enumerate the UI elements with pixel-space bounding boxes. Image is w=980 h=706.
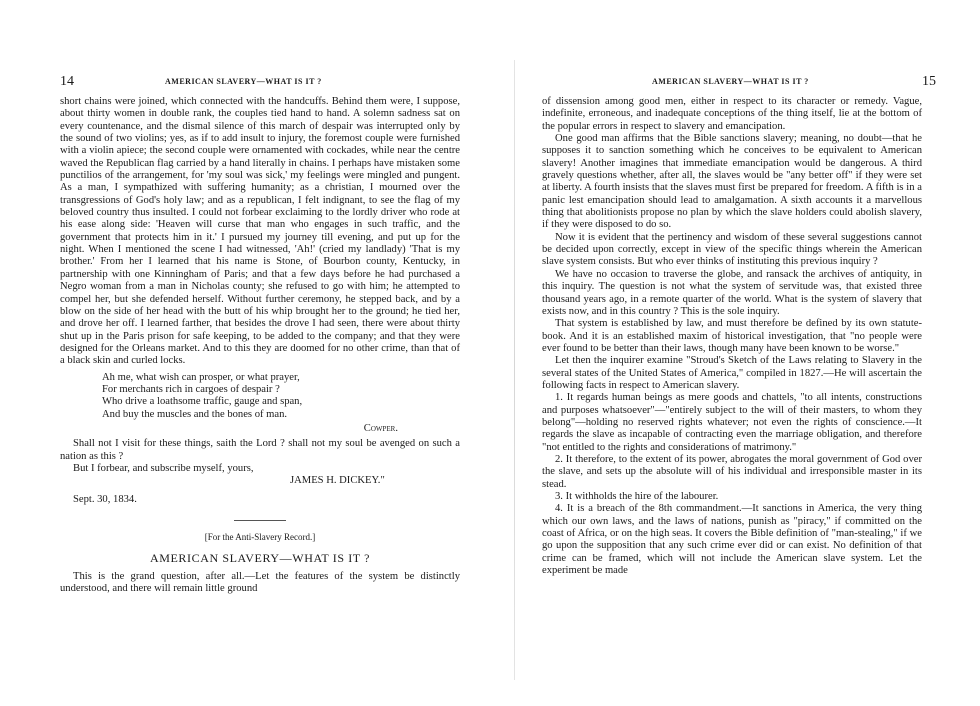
page-body: [60, 96, 460, 595]
paragraph: We have no occasion to traverse the globe, and ransack the archives of antiquity, in this inquiry. The question is not what the system of servitude was, that existed three thousand years ago, in a remote quarter of the world. What is the system of slavery that exists now, and in this country ? This is the sole inquiry.: [542, 268, 922, 317]
running-head: AMERICAN SLAVERY—WHAT IS IT ?: [652, 77, 809, 86]
paragraph: This is the grand question, after all.—Let the features of the system be distinctly understood, and there will remain little ground: [60, 570, 460, 595]
paragraph: Let then the inquirer examine "Stroud's Sketch of the Laws relating to Slavery in the several states of the United States of America," compiled in 1827.—He will ascertain the following facts in respect to American slavery.: [542, 355, 922, 391]
poem-line: And buy the muscles and the bones of man.: [102, 408, 288, 420]
left-page: [60, 0, 460, 706]
page-number: 14: [60, 74, 74, 89]
list-item: 2. It therefore, to the extent of its power, abrogates the moral government of God over the slave, and sets up the absolute will of his individual and irresponsible master in its stead.: [542, 453, 922, 490]
poem-line: For merchants rich in cargoes of despair ?: [102, 383, 280, 395]
source-line: [For the Anti-Slavery Record.]: [204, 532, 316, 542]
poem-attribution: Cowper.: [363, 422, 398, 434]
section-divider: [234, 520, 286, 521]
list-item: 4. It is a breach of the 8th commandment.—It sanctions in America, the very thing which our own laws, and the laws of nations, punish as "piracy," if committed on the coast of Africa, or on the high seas. It covers the Bible definition of "man-stealing," if we go upon the supposition that any such crime ever did or can exist. No definition of that crime can be framed, which will not include the American slave system. Let the experiment be made: [542, 503, 922, 577]
page-body: [542, 96, 922, 577]
paragraph: But I forbear, and subscribe myself, yours,: [73, 462, 254, 474]
list-item: 3. It withholds the hire of the labourer.: [555, 491, 719, 502]
paragraph: Now it is evident that the pertinency and wisdom of these several suggestions cannot be decided upon correctly, except in view of the specific things wherein the American slave system consists. But who ever thinks of instituting this previous inquiry ?: [542, 231, 922, 268]
letter-date: Sept. 30, 1834.: [73, 493, 137, 505]
right-page: [542, 0, 936, 706]
section-title: AMERICAN SLAVERY—WHAT IS IT ?: [149, 551, 371, 566]
running-head: AMERICAN SLAVERY—WHAT IS IT ?: [165, 77, 322, 86]
paragraph: short chains were joined, which connected with the handcuffs. Behind them were, I suppose, about thirty women in double rank, the couples tied hand to hand. A solemn sadness sat on every countenance, and the dismal silence of this march of despair was interrupted only by the sound of two violins; yes, as if to add insult to injury, the foremost couple were furnished with a violin apiece; the second couple were ornamented with cockades, while near the centre waved the Republican flag carried by a hand literally in chains. I perhaps have mistaken some punctilios of the arrangement, for 'my soul was sick,' my feelings were mingled and pungent. As a man, I sympathized with suffering humanity; as a christian, I mourned over the transgressions of God's holy law; and as a republican, I felt indignant, to see the flag of my beloved country thus insulted. I could not forbear exclaiming to the lordly driver who rode at his ease along side: 'Heaven will curse that man who engages in such traffic, and the government that protects him in it.' I pursued my journey till evening, and put up for the night. When I mentioned the scene I had witnessed, 'Ah!' (cried my landlady) 'That is my brother.' From her I learned that his name is Stone, of Bourbon county, Kentucky, in partnership with one Kinningham of Paris; and that a few days before he had purchased a Negro woman from a man in Nicholas county; she refused to go with him; he attempted to compel her, but she defended herself. Without further ceremony, he stepped back, and by a blow on the side of her head with the butt of his whip brought her to the ground; he tied her, and drove her off. I learned farther, that besides the drove I had seen, there were about thirty shut up in the Paris prison for safe keeping, to be added to the company; and that they were designed for the Orleans market. And to this they are doomed for no other crime, than that of a black skin and curled locks.: [60, 96, 460, 367]
poem-line: Who drive a loathsome traffic, gauge and span,: [102, 396, 303, 408]
paragraph: Shall not I visit for these things, saith the Lord ? shall not my soul be avenged on such a nation as this ?: [60, 438, 460, 462]
paragraph: That system is established by law, and must therefore be defined by its own statute-book. And it is an established maxim of historical investigation, that "no people were ever found to be better than their laws, though many have been known to be worse.": [542, 318, 922, 354]
page-number: 15: [922, 74, 936, 89]
poem: [102, 372, 460, 421]
signature: JAMES H. DICKEY.": [290, 475, 385, 487]
list-item: 1. It regards human beings as mere goods and chattels, "to all intents, constructions and purposes whatsoever"—"entirely subject to the will of their masters, to whom they belong"—holding no reserved rights whatever; not even the rights of conscience.—It regards the slave as incapable of contracting even the marriage obligation, and therefore "not entitled to the rights and considerations of matrimony.": [542, 392, 922, 453]
poem-line: Ah me, what wish can prosper, or what prayer,: [102, 371, 300, 383]
paragraph: One good man affirms that the Bible sanctions slavery; meaning, no doubt—that he supposes it to sanction something which he conceives to be equivalent to American slavery! Another imagines that immediate emancipation would be dangerous. A third gravely questions whether, after all, the slaves would be "any better off" if they were set at liberty. A fourth insists that the slaves must first be prepared for freedom. A fifth is in a panic lest emancipation should lead to amalgamation. A sixth accounts it a marvellous thing that abolitionists propose no plan by which the slave holders could abolish slavery, if they were disposed to do so.: [542, 133, 922, 231]
paragraph: of dissension among good men, either in respect to its character or remedy. Vague, indefinite, erroneous, and inadequate conceptions of the thing itself, lie at the bottom of the popular errors in respect to slavery and emancipation.: [542, 96, 922, 132]
